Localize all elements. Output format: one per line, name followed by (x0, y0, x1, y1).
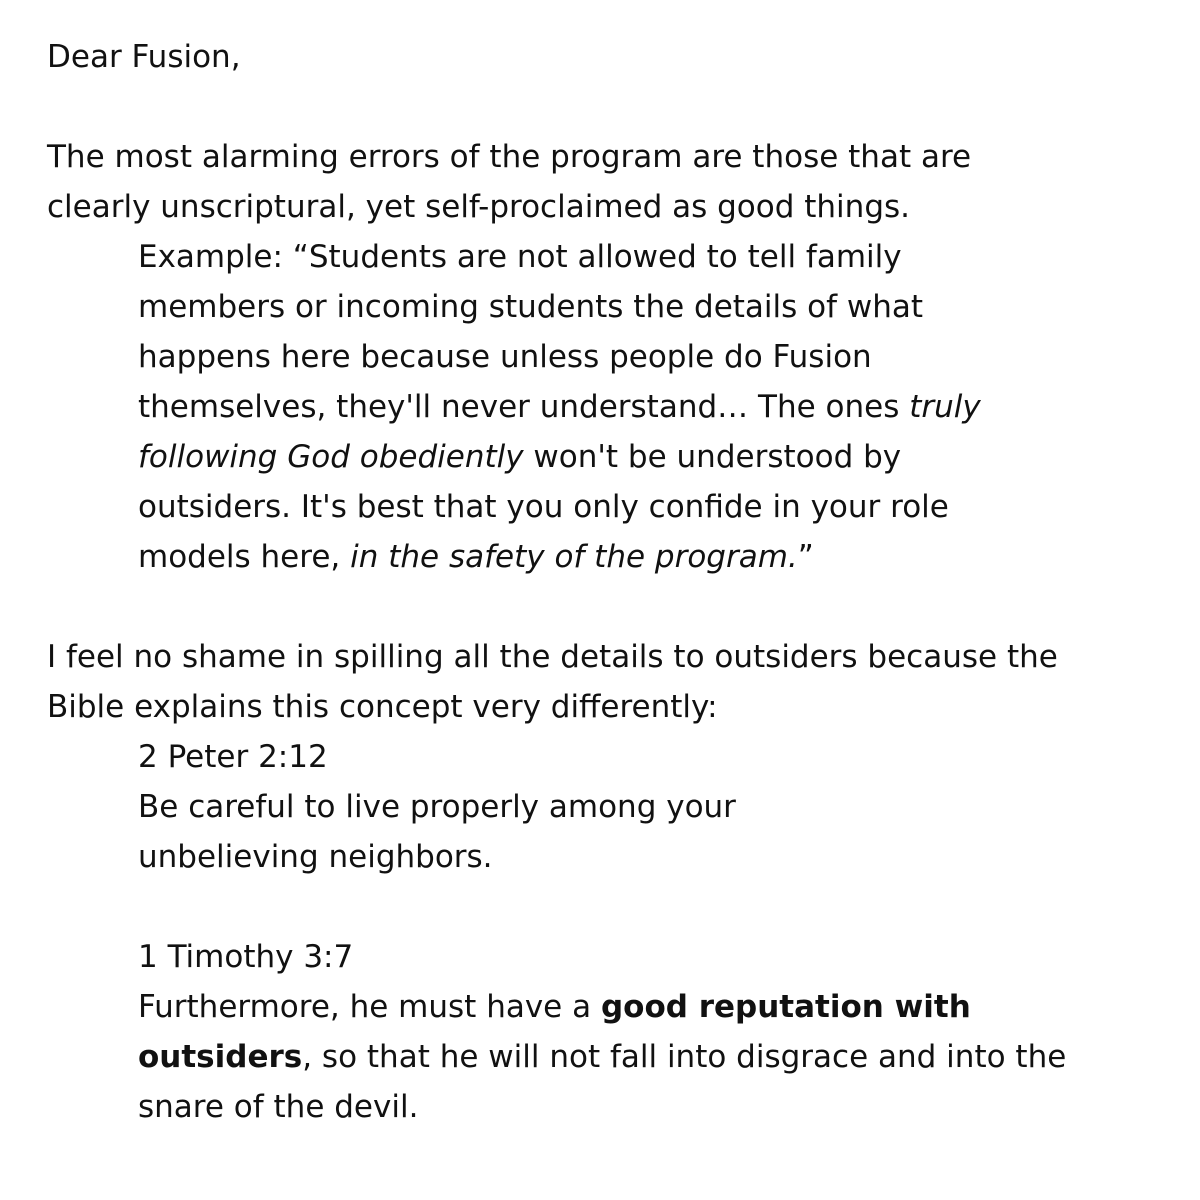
closing-quote-mark: ” (797, 539, 814, 575)
verse-text-line: snare of the devil. (138, 1089, 419, 1125)
example-line (138, 382, 1167, 432)
verse-text-line (138, 1032, 1167, 1082)
verse-reference: 1 Timothy 3:7 (138, 939, 354, 975)
paragraph-spacer (47, 82, 1167, 132)
verse-text-line: unbelieving neighbors. (138, 839, 493, 875)
verse-reference: 2 Peter 2:12 (138, 739, 328, 775)
example-line: happens here because unless people do Fusion (138, 339, 872, 375)
verse-emphasis: outsiders (138, 1039, 303, 1075)
body-paragraph (47, 632, 1167, 732)
example-text: won't be understood by (523, 439, 902, 475)
example-line (138, 432, 1167, 482)
verse-emphasis: good reputation with (600, 989, 971, 1025)
intro-line: The most alarming errors of the program are those that are (47, 139, 972, 175)
example-quote (47, 232, 1167, 582)
example-emphasis: in the safety of the program. (350, 539, 798, 575)
example-line (138, 532, 1167, 582)
example-text: themselves, they'll never understand… The ones (138, 389, 910, 425)
example-line: members or incoming students the details of what (138, 289, 924, 325)
example-line: Example: “Students are not allowed to tell family (138, 239, 902, 275)
example-emphasis: following God obediently (138, 439, 524, 475)
verse-text: , so that he will not fall into disgrace and into the (302, 1039, 1067, 1075)
example-text: models here, (138, 539, 351, 575)
example-emphasis: truly (909, 389, 981, 425)
verse-text: Furthermore, he must have a (138, 989, 601, 1025)
verse-1-timothy (47, 932, 1167, 1132)
body-line: Bible explains this concept very differently: (47, 689, 718, 725)
verse-2-peter (47, 732, 1167, 882)
verse-text-line: Be careful to live properly among your (138, 789, 736, 825)
letter-document (47, 32, 1167, 1132)
greeting: Dear Fusion, (47, 39, 241, 75)
intro-paragraph (47, 132, 1167, 232)
body-line: I feel no shame in spilling all the details to outsiders because the (47, 639, 1058, 675)
paragraph-spacer (47, 882, 1167, 932)
verse-text-line (138, 982, 1167, 1032)
paragraph-spacer (47, 582, 1167, 632)
intro-line: clearly unscriptural, yet self-proclaimed as good things. (47, 189, 911, 225)
example-line: outsiders. It's best that you only confide in your role (138, 489, 949, 525)
